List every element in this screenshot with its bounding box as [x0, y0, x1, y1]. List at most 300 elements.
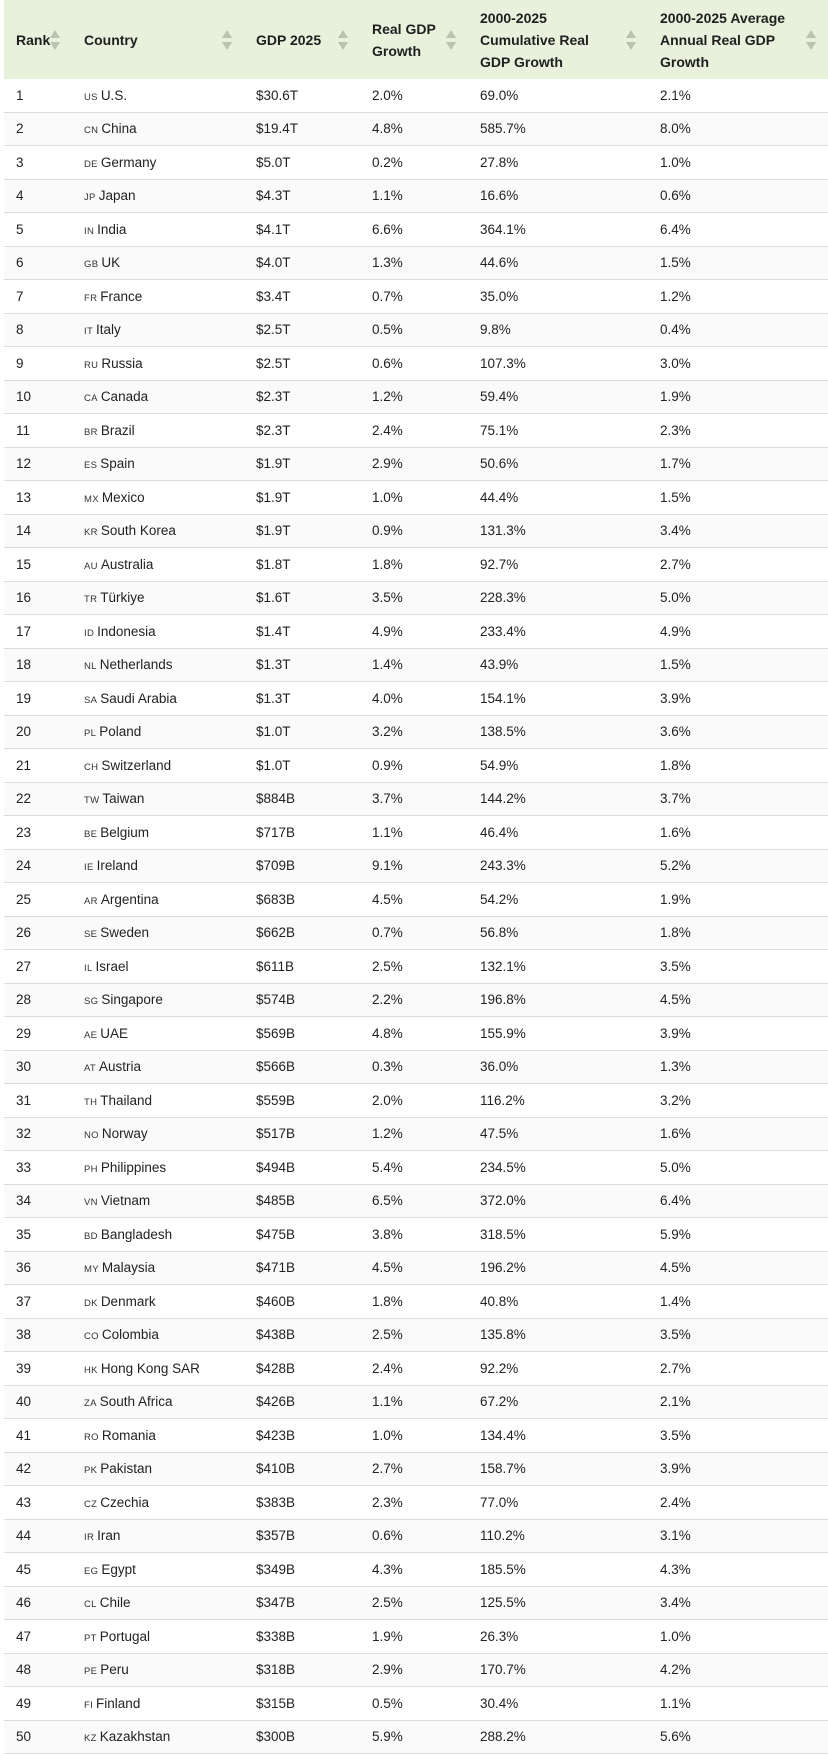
cell-rank: 6	[4, 246, 72, 280]
cell-average-annual-growth: 8.0%	[648, 112, 828, 146]
cell-real-gdp-growth: 5.4%	[360, 1151, 468, 1185]
country-code: JP	[84, 192, 96, 204]
table-row	[4, 916, 828, 950]
table-row	[4, 581, 828, 615]
cell-country	[72, 112, 244, 146]
country-name: Kazakhstan	[99, 1729, 171, 1745]
country-code: CA	[84, 393, 98, 405]
country-name: Germany	[100, 154, 157, 170]
country-name: Singapore	[101, 992, 163, 1008]
country-name: Belgium	[100, 824, 150, 840]
country-code: RO	[84, 1431, 99, 1443]
cell-rank: 4	[4, 179, 72, 213]
cell-average-annual-growth: 2.7%	[648, 548, 828, 582]
country-code: MY	[84, 1264, 99, 1276]
cell-country	[72, 1519, 244, 1553]
cell-country	[72, 849, 244, 883]
cell-rank: 50	[4, 1720, 72, 1754]
cell-country	[72, 1017, 244, 1051]
cell-cumulative-growth: 77.0%	[468, 1486, 648, 1520]
cell-rank: 25	[4, 883, 72, 917]
header-label: Real GDP Growth	[372, 20, 436, 59]
cell-cumulative-growth: 134.4%	[468, 1419, 648, 1453]
cell-average-annual-growth: 1.9%	[648, 380, 828, 414]
cell-cumulative-growth: 144.2%	[468, 782, 648, 816]
cell-cumulative-growth: 185.5%	[468, 1553, 648, 1587]
table-row	[4, 1419, 828, 1453]
cell-rank: 29	[4, 1017, 72, 1051]
country-name: Sweden	[100, 925, 150, 941]
cell-country	[72, 213, 244, 247]
country-code: PE	[84, 1666, 98, 1678]
cell-country	[72, 146, 244, 180]
cell-cumulative-growth: 243.3%	[468, 849, 648, 883]
table-row	[4, 782, 828, 816]
cell-average-annual-growth: 2.1%	[648, 79, 828, 112]
country-name: Italy	[96, 322, 121, 338]
country-name: Brazil	[100, 422, 135, 438]
cell-average-annual-growth: 4.5%	[648, 983, 828, 1017]
cell-gdp-2025: $2.5T	[244, 313, 360, 347]
cell-gdp-2025: $410B	[244, 1452, 360, 1486]
cell-real-gdp-growth: 2.2%	[360, 983, 468, 1017]
cell-real-gdp-growth: 1.0%	[360, 481, 468, 515]
cell-cumulative-growth: 234.5%	[468, 1151, 648, 1185]
cell-cumulative-growth: 158.7%	[468, 1452, 648, 1486]
header-average-annual-growth[interactable]	[648, 0, 828, 79]
table-row	[4, 1151, 828, 1185]
country-code: BE	[84, 828, 98, 840]
cell-real-gdp-growth: 0.5%	[360, 1687, 468, 1721]
cell-average-annual-growth: 3.5%	[648, 950, 828, 984]
cell-gdp-2025: $423B	[244, 1419, 360, 1453]
cell-gdp-2025: $349B	[244, 1553, 360, 1587]
country-name: Vietnam	[100, 1193, 151, 1209]
table-row	[4, 715, 828, 749]
cell-gdp-2025: $485B	[244, 1184, 360, 1218]
header-label: 2000-2025 Cumulative Real GDP Growth	[480, 9, 589, 70]
cell-rank: 22	[4, 782, 72, 816]
cell-average-annual-growth: 1.8%	[648, 749, 828, 783]
table-row	[4, 213, 828, 247]
country-code: SG	[84, 996, 99, 1008]
cell-average-annual-growth: 6.4%	[648, 213, 828, 247]
cell-real-gdp-growth: 4.5%	[360, 1251, 468, 1285]
cell-cumulative-growth: 35.0%	[468, 280, 648, 314]
table-row	[4, 1620, 828, 1654]
cell-gdp-2025: $3.4T	[244, 280, 360, 314]
cell-gdp-2025: $318B	[244, 1653, 360, 1687]
header-cumulative-growth[interactable]	[468, 0, 648, 79]
country-code: CL	[84, 1599, 97, 1611]
table-row	[4, 112, 828, 146]
country-code: DE	[84, 158, 98, 170]
cell-cumulative-growth: 364.1%	[468, 213, 648, 247]
cell-gdp-2025: $357B	[244, 1519, 360, 1553]
cell-cumulative-growth: 56.8%	[468, 916, 648, 950]
cell-average-annual-growth: 3.9%	[648, 1452, 828, 1486]
country-code: AE	[84, 1029, 98, 1041]
country-code: HK	[84, 1364, 98, 1376]
country-name: Australia	[100, 556, 154, 572]
cell-country	[72, 1318, 244, 1352]
sort-ascending-icon	[626, 30, 636, 38]
cell-cumulative-growth: 233.4%	[468, 615, 648, 649]
country-name: UAE	[100, 1025, 129, 1041]
header-rank[interactable]	[4, 0, 72, 79]
table-row	[4, 481, 828, 515]
cell-country	[72, 581, 244, 615]
cell-cumulative-growth: 196.2%	[468, 1251, 648, 1285]
country-code: NL	[84, 661, 97, 673]
cell-country	[72, 950, 244, 984]
cell-country	[72, 983, 244, 1017]
table-row	[4, 1586, 828, 1620]
cell-cumulative-growth: 372.0%	[468, 1184, 648, 1218]
country-code: TW	[84, 795, 100, 807]
cell-country	[72, 481, 244, 515]
header-gdp-2025[interactable]	[244, 0, 360, 79]
country-name: Argentina	[100, 891, 159, 907]
cell-rank: 34	[4, 1184, 72, 1218]
cell-real-gdp-growth: 2.4%	[360, 414, 468, 448]
cell-rank: 49	[4, 1687, 72, 1721]
cell-real-gdp-growth: 0.9%	[360, 514, 468, 548]
cell-cumulative-growth: 54.9%	[468, 749, 648, 783]
cell-average-annual-growth: 1.0%	[648, 1620, 828, 1654]
country-name: Colombia	[101, 1327, 159, 1343]
cell-cumulative-growth: 170.7%	[468, 1653, 648, 1687]
table-row	[4, 1720, 828, 1754]
table-row	[4, 615, 828, 649]
country-name: UK	[101, 255, 121, 271]
table-row	[4, 79, 828, 112]
cell-rank: 26	[4, 916, 72, 950]
sort-arrows-icon[interactable]	[222, 29, 232, 51]
country-code: SE	[84, 929, 98, 941]
cell-rank: 40	[4, 1385, 72, 1419]
cell-average-annual-growth: 1.5%	[648, 481, 828, 515]
country-name: Netherlands	[99, 657, 173, 673]
sort-ascending-icon	[338, 30, 348, 38]
country-code: CO	[84, 1331, 99, 1343]
sort-descending-icon	[806, 42, 816, 50]
cell-gdp-2025: $1.0T	[244, 749, 360, 783]
cell-cumulative-growth: 131.3%	[468, 514, 648, 548]
cell-cumulative-growth: 92.7%	[468, 548, 648, 582]
cell-real-gdp-growth: 1.4%	[360, 648, 468, 682]
cell-average-annual-growth: 0.6%	[648, 179, 828, 213]
table-row	[4, 648, 828, 682]
cell-cumulative-growth: 135.8%	[468, 1318, 648, 1352]
table-row	[4, 1184, 828, 1218]
cell-country	[72, 1620, 244, 1654]
cell-rank: 32	[4, 1117, 72, 1151]
cell-cumulative-growth: 27.8%	[468, 146, 648, 180]
cell-real-gdp-growth: 1.8%	[360, 548, 468, 582]
cell-country	[72, 1117, 244, 1151]
table-row	[4, 1218, 828, 1252]
cell-rank: 1	[4, 79, 72, 112]
cell-cumulative-growth: 155.9%	[468, 1017, 648, 1051]
table-row	[4, 1117, 828, 1151]
cell-country	[72, 1285, 244, 1319]
cell-average-annual-growth: 4.2%	[648, 1653, 828, 1687]
sort-descending-icon	[626, 42, 636, 50]
cell-average-annual-growth: 1.5%	[648, 648, 828, 682]
cell-real-gdp-growth: 6.5%	[360, 1184, 468, 1218]
cell-average-annual-growth: 3.1%	[648, 1519, 828, 1553]
country-name: Switzerland	[101, 757, 172, 773]
country-name: Canada	[100, 389, 149, 405]
country-code: KR	[84, 527, 98, 539]
cell-real-gdp-growth: 4.9%	[360, 615, 468, 649]
country-name: Portugal	[99, 1628, 151, 1644]
cell-rank: 30	[4, 1050, 72, 1084]
table-row	[4, 983, 828, 1017]
cell-gdp-2025: $475B	[244, 1218, 360, 1252]
cell-real-gdp-growth: 1.1%	[360, 816, 468, 850]
table-row	[4, 1385, 828, 1419]
cell-country	[72, 179, 244, 213]
cell-rank: 42	[4, 1452, 72, 1486]
table-row	[4, 849, 828, 883]
country-code: VN	[84, 1197, 98, 1209]
country-code: IL	[84, 962, 93, 974]
cell-real-gdp-growth: 2.3%	[360, 1486, 468, 1520]
country-code: EG	[84, 1565, 99, 1577]
country-name: Peru	[100, 1662, 129, 1678]
sort-arrows-icon[interactable]	[50, 29, 60, 51]
cell-cumulative-growth: 132.1%	[468, 950, 648, 984]
country-name: India	[97, 221, 127, 237]
cell-country	[72, 414, 244, 448]
cell-gdp-2025: $30.6T	[244, 79, 360, 112]
sort-arrows-icon[interactable]	[626, 29, 636, 51]
cell-cumulative-growth: 36.0%	[468, 1050, 648, 1084]
cell-average-annual-growth: 3.9%	[648, 1017, 828, 1051]
country-code: FR	[84, 292, 98, 304]
cell-rank: 45	[4, 1553, 72, 1587]
cell-gdp-2025: $2.3T	[244, 414, 360, 448]
cell-average-annual-growth: 6.4%	[648, 1184, 828, 1218]
table-row	[4, 1050, 828, 1084]
table-row	[4, 514, 828, 548]
table-row	[4, 1017, 828, 1051]
cell-real-gdp-growth: 2.9%	[360, 447, 468, 481]
country-code: ZA	[84, 1398, 97, 1410]
table-row	[4, 146, 828, 180]
header-country[interactable]	[72, 0, 244, 79]
cell-cumulative-growth: 125.5%	[468, 1586, 648, 1620]
cell-rank: 37	[4, 1285, 72, 1319]
table-row	[4, 816, 828, 850]
cell-average-annual-growth: 1.6%	[648, 816, 828, 850]
cell-real-gdp-growth: 6.6%	[360, 213, 468, 247]
cell-average-annual-growth: 4.9%	[648, 615, 828, 649]
cell-rank: 35	[4, 1218, 72, 1252]
cell-cumulative-growth: 138.5%	[468, 715, 648, 749]
country-code: MX	[84, 493, 99, 505]
cell-real-gdp-growth: 4.3%	[360, 1553, 468, 1587]
cell-gdp-2025: $347B	[244, 1586, 360, 1620]
cell-cumulative-growth: 116.2%	[468, 1084, 648, 1118]
country-name: Russia	[101, 355, 143, 371]
table-row	[4, 950, 828, 984]
cell-cumulative-growth: 288.2%	[468, 1720, 648, 1754]
table-row	[4, 1519, 828, 1553]
country-code: CZ	[84, 1498, 98, 1510]
sort-arrows-icon[interactable]	[446, 29, 456, 51]
cell-real-gdp-growth: 3.8%	[360, 1218, 468, 1252]
country-name: Egypt	[101, 1561, 136, 1577]
cell-country	[72, 1586, 244, 1620]
country-code: SA	[84, 694, 98, 706]
table-row	[4, 347, 828, 381]
table-row	[4, 1486, 828, 1520]
table-row	[4, 883, 828, 917]
table-row	[4, 1084, 828, 1118]
cell-rank: 31	[4, 1084, 72, 1118]
country-name: Malaysia	[101, 1260, 156, 1276]
cell-real-gdp-growth: 2.5%	[360, 1586, 468, 1620]
country-name: Hong Kong SAR	[100, 1360, 200, 1376]
cell-real-gdp-growth: 0.9%	[360, 749, 468, 783]
cell-rank: 41	[4, 1419, 72, 1453]
cell-average-annual-growth: 1.5%	[648, 246, 828, 280]
cell-average-annual-growth: 1.8%	[648, 916, 828, 950]
table-row	[4, 1687, 828, 1721]
cell-gdp-2025: $709B	[244, 849, 360, 883]
cell-cumulative-growth: 59.4%	[468, 380, 648, 414]
cell-country	[72, 1653, 244, 1687]
country-name: Spain	[100, 456, 135, 472]
cell-real-gdp-growth: 2.7%	[360, 1452, 468, 1486]
country-name: Indonesia	[97, 623, 156, 639]
cell-rank: 10	[4, 380, 72, 414]
cell-country	[72, 514, 244, 548]
table-row	[4, 380, 828, 414]
cell-country	[72, 1720, 244, 1754]
cell-gdp-2025: $569B	[244, 1017, 360, 1051]
cell-country	[72, 749, 244, 783]
cell-real-gdp-growth: 3.2%	[360, 715, 468, 749]
cell-country	[72, 883, 244, 917]
cell-real-gdp-growth: 0.6%	[360, 347, 468, 381]
cell-gdp-2025: $383B	[244, 1486, 360, 1520]
country-code: NO	[84, 1130, 99, 1142]
country-code: ID	[84, 627, 95, 639]
cell-real-gdp-growth: 2.4%	[360, 1352, 468, 1386]
header-label: 2000-2025 Average Annual Real GDP Growth	[660, 9, 786, 70]
cell-country	[72, 280, 244, 314]
cell-average-annual-growth: 3.7%	[648, 782, 828, 816]
table-row	[4, 548, 828, 582]
country-code: FI	[84, 1699, 94, 1711]
cell-country	[72, 1687, 244, 1721]
country-name: Poland	[99, 724, 142, 740]
cell-rank: 23	[4, 816, 72, 850]
cell-country	[72, 1050, 244, 1084]
header-label: Rank	[16, 31, 51, 48]
cell-rank: 14	[4, 514, 72, 548]
cell-country	[72, 447, 244, 481]
cell-gdp-2025: $4.1T	[244, 213, 360, 247]
country-code: CH	[84, 761, 99, 773]
cell-country	[72, 79, 244, 112]
cell-gdp-2025: $1.6T	[244, 581, 360, 615]
cell-rank: 38	[4, 1318, 72, 1352]
cell-gdp-2025: $428B	[244, 1352, 360, 1386]
cell-rank: 20	[4, 715, 72, 749]
cell-cumulative-growth: 26.3%	[468, 1620, 648, 1654]
cell-gdp-2025: $494B	[244, 1151, 360, 1185]
country-name: Austria	[99, 1059, 142, 1075]
table-row	[4, 1352, 828, 1386]
country-code: AR	[84, 895, 98, 907]
cell-rank: 18	[4, 648, 72, 682]
cell-real-gdp-growth: 1.3%	[360, 246, 468, 280]
cell-gdp-2025: $559B	[244, 1084, 360, 1118]
cell-cumulative-growth: 16.6%	[468, 179, 648, 213]
cell-average-annual-growth: 1.3%	[648, 1050, 828, 1084]
cell-country	[72, 1352, 244, 1386]
cell-real-gdp-growth: 1.2%	[360, 380, 468, 414]
cell-average-annual-growth: 3.2%	[648, 1084, 828, 1118]
country-code: TH	[84, 1096, 98, 1108]
country-code: TR	[84, 594, 98, 606]
country-name: Norway	[101, 1126, 148, 1142]
sort-descending-icon	[338, 42, 348, 50]
sort-arrows-icon[interactable]	[338, 29, 348, 51]
cell-average-annual-growth: 3.5%	[648, 1318, 828, 1352]
cell-average-annual-growth: 2.4%	[648, 1486, 828, 1520]
country-code: AU	[84, 560, 98, 572]
cell-cumulative-growth: 43.9%	[468, 648, 648, 682]
cell-average-annual-growth: 1.9%	[648, 883, 828, 917]
cell-rank: 19	[4, 682, 72, 716]
cell-average-annual-growth: 5.0%	[648, 581, 828, 615]
cell-rank: 46	[4, 1586, 72, 1620]
header-real-gdp-growth[interactable]	[360, 0, 468, 79]
cell-average-annual-growth: 3.6%	[648, 715, 828, 749]
cell-country	[72, 715, 244, 749]
table-body	[4, 79, 828, 1754]
cell-country	[72, 648, 244, 682]
cell-gdp-2025: $4.3T	[244, 179, 360, 213]
cell-gdp-2025: $338B	[244, 1620, 360, 1654]
cell-cumulative-growth: 67.2%	[468, 1385, 648, 1419]
cell-cumulative-growth: 92.2%	[468, 1352, 648, 1386]
cell-real-gdp-growth: 0.7%	[360, 280, 468, 314]
cell-rank: 43	[4, 1486, 72, 1520]
cell-gdp-2025: $2.3T	[244, 380, 360, 414]
cell-average-annual-growth: 3.5%	[648, 1419, 828, 1453]
table-row	[4, 1653, 828, 1687]
sort-arrows-icon[interactable]	[806, 29, 816, 51]
cell-rank: 16	[4, 581, 72, 615]
gdp-table-container	[4, 0, 828, 1754]
cell-rank: 8	[4, 313, 72, 347]
cell-country	[72, 1486, 244, 1520]
sort-descending-icon	[50, 42, 60, 50]
cell-country	[72, 380, 244, 414]
cell-gdp-2025: $1.4T	[244, 615, 360, 649]
cell-gdp-2025: $1.3T	[244, 648, 360, 682]
cell-rank: 11	[4, 414, 72, 448]
cell-real-gdp-growth: 4.8%	[360, 112, 468, 146]
cell-gdp-2025: $426B	[244, 1385, 360, 1419]
